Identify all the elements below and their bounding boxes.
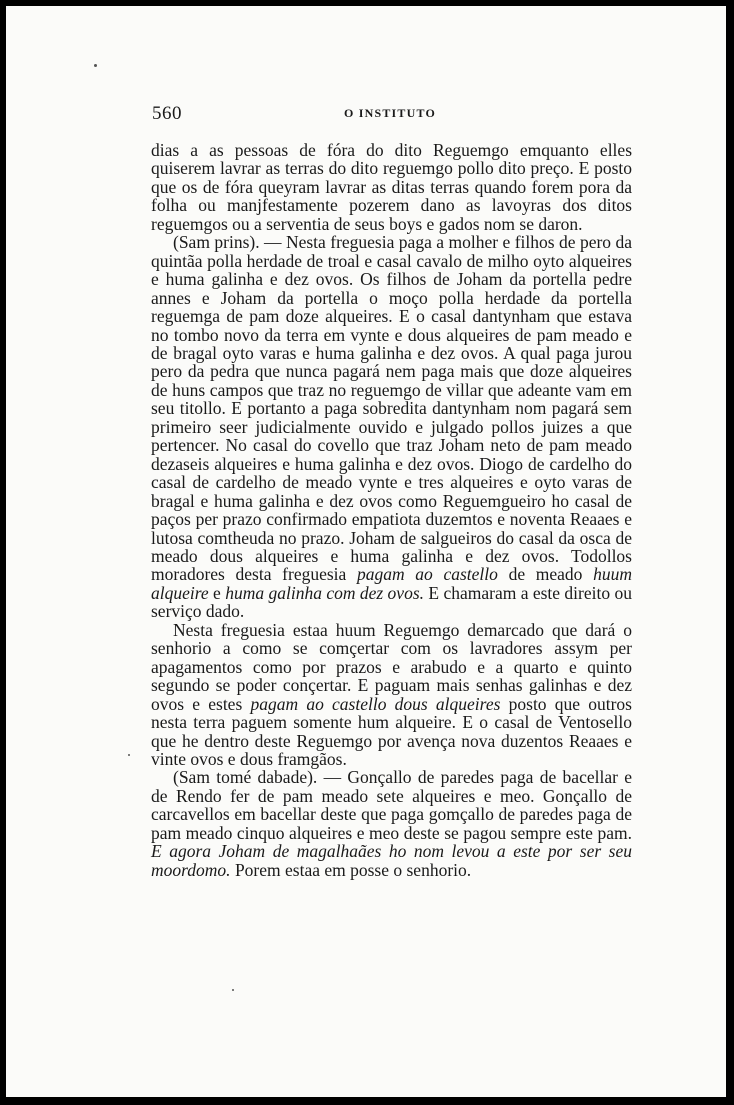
text-run: e bbox=[208, 582, 226, 603]
text-run: posto que outros nesta terra paguem somente hum alqueire. E o casal de Ventosello que he dentro deste Reguemgo por avença nova duzentos Reaaes e vinte ovos e dous framgãos. bbox=[151, 693, 632, 769]
paragraph-sam-prins bbox=[151, 233, 632, 621]
italic-run: huum alqueire bbox=[151, 564, 632, 603]
paragraph-1 bbox=[151, 141, 632, 233]
italic-run: pagam ao castello bbox=[356, 564, 498, 585]
page-number: 560 bbox=[152, 103, 182, 124]
text-run: (Sam tomé dabade). — Gonçallo de paredes paga de bacellar e de Rendo fer de pam meado sete alqueires e meo. Gonçallo de carcavellos em bacellar deste que paga gomçallo de paredes paga de pam meado cinquo alqueires e meo deste se pagou sempre este pam. bbox=[151, 767, 632, 843]
paragraph-reguemgo bbox=[151, 621, 632, 769]
italic-run: huma galinha com dez ovos. bbox=[225, 582, 425, 603]
running-title: O INSTITUTO bbox=[343, 106, 436, 120]
text-run: dias a as pessoas de fóra do dito Reguemgo emquanto elles quiserem lavrar as terras do dito reguemgo pollo dito preço. E posto que os de fóra queyram lavrar as ditas terras quando forem pora da folha ou manjfestamente pozerem dano as lavoyras dos ditos reguemgos ou a serventia de seus boys e gados nom se daron. bbox=[151, 140, 632, 234]
print-speck bbox=[94, 64, 97, 67]
italic-run: E agora Joham de magalhaães ho nom levou a este por ser seu moordomo. bbox=[151, 841, 632, 880]
body-text bbox=[151, 141, 632, 879]
italic-run: pagam ao castello dous alqueires bbox=[250, 693, 501, 714]
text-run: de meado bbox=[497, 564, 594, 585]
print-speck bbox=[128, 754, 130, 756]
print-speck bbox=[232, 989, 234, 991]
text-run: (Sam prins). — Nesta freguesia paga a molher e filhos de pero da quintãa polla herdade de troal e casal cavalo de milho oyto alqueires e huma galinha e dez ovos. Os filhos de Joham da portella pedre annes e Joham da portella o moço polla herdade da portella reguemga de pam doze alqueires. E o casal dantynham que estava no tombo novo da terra em vynte e dous alqueires de pam meado e de bragal oyto varas e huma galinha e dez ovos. A qual paga jurou pero da pedra que nunca pagará nem paga mais que doze alqueires de huns campos que traz no reguemgo de villar que adeante vam em seu titollo. E portanto a paga sobredita dantynham nom pagará sem primeiro seer judicialmente ouvido e julgado pollos juizes a que pertencer. No casal do covello que traz Joham neto de pam meado dezaseis alqueires e huma galinha e dez ovos. Diogo de cardelho do casal de cardelho de meado vynte e tres alqueires e oyto varas de bragal e huma galinha e dez ovos como Reguemgueiro ho casal de paços per prazo confirmado empatiota duzemtos e noventa Reaaes e lutosa comtheuda no prazo. Joham de salgueiros do casal da osca de meado dous alqueires e huma galinha e dez ovos. Todollos moradores desta freguesia bbox=[151, 232, 632, 585]
text-run: E chamaram a este direito ou serviço dado. bbox=[151, 582, 632, 622]
text-run: Nesta freguesia estaa huum Reguemgo demarcado que dará o senhorio a como se comçertar com os lavradores assym per apagamentos como por prazos e arabudo e a quarto e quinto segundo se poder conçertar. E paguam mais senhas galinhas e dez ovos e estes bbox=[151, 619, 632, 714]
text-run: Porem estaa em posse o senhorio. bbox=[230, 859, 472, 880]
paragraph-sam-tome bbox=[151, 768, 632, 879]
page-header bbox=[152, 103, 628, 123]
